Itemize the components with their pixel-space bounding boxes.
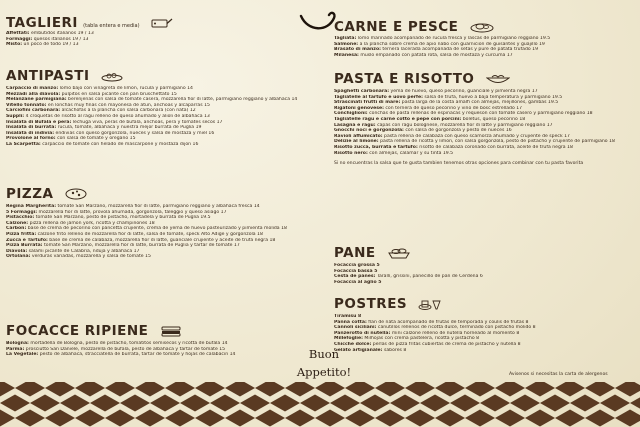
sandwich-icon (160, 325, 182, 337)
menu-item-desc: conchas de pasta rellenas de espinacas y requeson con tomate casero y parmigiano reggiano 18 (367, 111, 593, 117)
checker-diamond (180, 395, 210, 412)
menu-item-name: Cesta de panes: (334, 274, 376, 280)
menu-item-name: Tiramisu 8 (334, 314, 362, 319)
menu-item-name: Carciofini carbonara: (6, 108, 61, 114)
section-pasta (334, 71, 634, 167)
checker-diamond (360, 395, 390, 412)
menu-item-name: Misto: (6, 42, 23, 48)
menu-item-desc: endivias con queso gorgonzola, nueces y salsa de mostaza y miel 16 (54, 130, 215, 136)
menu-item (334, 53, 634, 59)
menu-item-name: Calzone: (6, 220, 29, 226)
checker-diamond (465, 382, 495, 397)
checker-diamond (510, 395, 540, 412)
section-taglieri (6, 15, 298, 48)
checker-diamond (105, 382, 135, 397)
menu-item-name: Tagliatelle ragu e carne cotto e pepe con porcini: (334, 116, 462, 122)
menu-item (334, 280, 634, 286)
menu-item-desc: rucula, tomate, albahaca y nuestra mejor burrata de Puglia 19 (56, 125, 202, 131)
checker-diamond (345, 382, 375, 397)
menu-item-desc: base de crema de pecorino con pancetta crujiente, crema de yema de huevo pasteurizado y pimienta molida 18 (26, 226, 287, 232)
dessert-icon (418, 297, 442, 311)
menu-item-desc: carpaccio de tomate con helado de mascarpone y mostaza dijon 16 (40, 141, 199, 147)
menu-item-desc: canutillos rellenos de ricotta dulce, terminado con pistacho molido 8 (376, 325, 536, 331)
section-title-carne: CARNE E PESCE (334, 19, 634, 35)
checker-diamond (435, 410, 465, 427)
menu-item-desc: flan de nata acompanado de frutas de temporada y coulis de frutas 8 (366, 319, 529, 325)
menu-item-desc: tomate San Marzano, pesto de pistacho, mortadela y burrata de Puglia 19.5 (34, 215, 211, 221)
menu-item-name: Delizie al limone: (334, 139, 379, 145)
taglieri-list (6, 31, 298, 48)
section-title-pasta: PASTA E RISOTTO (334, 71, 634, 87)
menu-item-name: Carbon: (6, 226, 27, 232)
checker-diamond (525, 410, 555, 427)
menu-item-name: Suppli: (6, 113, 25, 119)
menu-item-name: Parma: (6, 346, 25, 352)
pane-list (334, 263, 634, 285)
checker-diamond (450, 395, 480, 412)
section-title-pizza: PIZZA (6, 186, 298, 202)
menu-item-desc: capas con ragu bolognese, mozzarella fior di latte y parmigiano reggiano 17 (375, 122, 553, 128)
menu-item-desc: con salsa de tomate y oregano 15 (55, 136, 136, 142)
menu-item-name: Focaccia grossa 5 (334, 263, 380, 268)
menu-item-name: Ravioli affumicato: (334, 133, 383, 139)
checker-diamond (120, 395, 150, 412)
checker-diamond (150, 395, 180, 412)
checker-diamond (285, 410, 315, 427)
menu-item-desc: prosciutto San Daniele, mozzarella de bufala, pesto de albahaca y tartar de tomate 15 (24, 346, 226, 352)
menu-item (6, 352, 298, 358)
menu-item-name: Lasagna e ragu: (334, 122, 376, 128)
checker-diamond (600, 395, 630, 412)
menu-item (334, 151, 634, 157)
menu-item-desc: perlas de pizza fritas cubiertas de crema de pistacho y nutella 8 (371, 341, 521, 347)
menu-item-desc: mortadella de Bologna, pesto de pistacho, tomatitos semisecos y ricotta de bufala 14 (28, 341, 228, 346)
menu-item-desc: con ternera de queso pecorino y vino de bosc estrellado 17 (383, 105, 523, 111)
cutting-board-icon (151, 17, 173, 29)
checker-diamond (630, 395, 640, 412)
checker-diamond (585, 382, 615, 397)
checker-diamond (420, 395, 450, 412)
menu-item-desc: salsa de trufa, huevo a baja temperatura y parmigiano 19.5 (422, 94, 563, 100)
section-postres (334, 296, 634, 353)
menu-item-name: Risotto zucca, burrata e tartufo: (334, 144, 418, 150)
section-title-taglieri: TAGLIERI (tabla entera e media) (6, 15, 298, 31)
checker-diamond (15, 410, 45, 427)
checker-diamond (615, 382, 640, 397)
postres-list (334, 314, 634, 353)
menu-item-name: Tagliatelle al tartufo e uovo perfe: (334, 94, 423, 100)
checker-diamond (45, 410, 75, 427)
menu-item-desc: mozzarella fior di latte, provola ahumada, gorgonzola, taleggio y queso asiago 17 (37, 209, 227, 215)
menu-item-desc: Tarallì, grissini, panecillo de pan de Cerdena 6 (375, 274, 483, 280)
menu-item-desc: pesto de albahaca, stracciatella de burrata, tartar de tomate y hojas de calabacin 14 (38, 352, 236, 358)
menu-item-desc: muslo empanado con patata rota, salsa de mostaza y curcuma 17 (358, 52, 513, 58)
checker-diamond (225, 382, 255, 397)
menu-item-name: Insalata di indivia: (6, 130, 55, 136)
menu-item-name: Brasato di manzo: (334, 47, 381, 53)
menu-item-desc: lechuga viva, peras de bufala, anchoas, pera y tomates secos 17 (71, 119, 223, 125)
menu-item (6, 142, 298, 148)
menu-item-desc: sabores 8 (382, 347, 407, 353)
menu-item-desc: mini calzone relleno de nutella horneado al momento 8 (390, 330, 520, 336)
checker-diamond (345, 410, 375, 427)
bread-basket-icon (387, 247, 411, 259)
checker-diamond (105, 410, 135, 427)
menu-item-name: Formaggi: (6, 36, 33, 42)
checker-diamond (240, 395, 270, 412)
menu-item-name: La Scarpetta: (6, 141, 41, 147)
steak-plate-icon (470, 21, 494, 33)
menu-item-name: Pizza Burrata: (6, 243, 43, 249)
menu-item-desc: con almejas, calamar y su tinta 19.5 (367, 150, 454, 156)
menu-item-desc: verduras variadas, mozzarella y salsa de tomate 15 (30, 254, 151, 260)
checker-diamond (30, 395, 60, 412)
checker-diamond (0, 395, 30, 412)
checker-diamond (135, 382, 165, 397)
checker-diamond (300, 395, 330, 412)
menu-item-name: Diavola: (6, 248, 28, 254)
menu-item-name: Cannoli siciliani: (334, 325, 377, 331)
menu-item-name: La Vegetale: (6, 352, 39, 358)
menu-item-name: Bologna: (6, 341, 29, 346)
menu-item-desc: a la plancha sobre crema de apio nabo con guarnicion de guisantes y guajillo 19 (358, 41, 545, 47)
checker-diamond (375, 382, 405, 397)
pizza-list (6, 204, 298, 260)
section-title-pane: PANE (334, 245, 634, 261)
menu-item-name: Salmone: (334, 41, 359, 47)
menu-item-desc: 4 croquetas de risotto al ragu relleno de queso ahumado y alioli de albahaca 13 (24, 113, 210, 119)
checker-diamond (255, 410, 285, 427)
section-pane (334, 245, 634, 285)
checker-diamond (135, 410, 165, 427)
checker-diamond (75, 382, 105, 397)
menu-item-desc: alcachofas a la plancha con salsa carbonara (con nata) 12 (60, 108, 196, 114)
menu-item-desc: Milhojas con crema pastelera, ricotta y pistacho 8 (362, 336, 480, 342)
menu-item-name: Melanzane parmigiana: (6, 97, 67, 103)
checker-diamond (435, 382, 465, 397)
menu-item-name: Pistacchio: (6, 215, 35, 221)
menu-item-desc: pasta larga de la costa amalfi con almejas, mejillones, gambas 19.5 (400, 100, 559, 106)
menu-item-desc: pulpitos en salsa picante con pan bruschettato 15 (60, 91, 177, 97)
checker-diamond (615, 410, 640, 427)
menu-item-name: Chicche dolce: (334, 341, 372, 347)
checker-diamond (315, 410, 345, 427)
menu-item-desc: yema de huevo, queso pecorino, guanciale y pimienta negra 17 (389, 89, 538, 94)
checkered-border (0, 382, 640, 427)
checker-diamond (15, 382, 45, 397)
menu-item-name: Milanesa: (334, 52, 359, 58)
checker-diamond (0, 410, 15, 427)
menu-item-name: Panna cotta: (334, 319, 367, 325)
checker-diamond (555, 382, 585, 397)
checker-diamond (60, 395, 90, 412)
checker-diamond (465, 410, 495, 427)
checker-diamond (555, 410, 585, 427)
pizza-icon (65, 188, 87, 200)
menu-item-name: Affettati: (6, 31, 30, 36)
menu-item-desc: berenjenas con salsa de tomate casera, mozzarella fior di latte, parmigiano reggiano y albahaca 14 (66, 97, 298, 103)
section-pizza (6, 186, 298, 260)
checker-diamond (585, 410, 615, 427)
menu-item-desc: pizza rellena de jamon york, ricotta y champinones 18 (28, 220, 155, 226)
checker-diamond (480, 395, 510, 412)
menu-item-name: Rigatoni genovese: (334, 105, 384, 111)
carne-list (334, 36, 634, 58)
checker-diamond (165, 410, 195, 427)
menu-item-name: Gelato artigianale: (334, 347, 383, 353)
checker-diamond (570, 395, 600, 412)
plate-food-icon (101, 70, 123, 82)
menu-item-name: Mezzadi alla diavola: (6, 91, 61, 97)
checker-diamond (495, 382, 525, 397)
buon-appetito-text: Buon Appetito! (296, 347, 352, 379)
checker-diamond (405, 410, 435, 427)
menu-item-name: Carpaccio di manzo: (6, 86, 59, 91)
menu-item-desc: lomo bajo con vinagreta de limon, rucula y parmigiano 14 (58, 86, 193, 91)
section-title-antipasti: ANTIPASTI (6, 68, 298, 84)
checker-diamond (225, 410, 255, 427)
menu-item-desc: salami picante de Calabria, nduja y albahaca 17 (27, 248, 140, 254)
checker-diamond (495, 410, 525, 427)
menu-item-name: Risotto nero: (334, 150, 368, 156)
checker-diamond (0, 382, 15, 397)
pasta-list (334, 89, 634, 156)
checker-diamond (255, 382, 285, 397)
menu-item-desc: embutidos italianos 19 / 13 (29, 31, 94, 36)
menu-item-name: Focaccia al aglio 5 (334, 279, 382, 285)
menu-item-name: Strascinati frutti di mare: (334, 100, 401, 106)
menu-item-desc: pasta rellena de ricotta y limon, con salsa gorgonzola, pesto de pistacho y crujiente de parmigiano 18 (378, 139, 615, 145)
menu-item-desc: un poco de todo 19 / 13 (22, 42, 79, 48)
checker-diamond (270, 395, 300, 412)
menu-item-name: Gnocchi noci e gorgonzola: (334, 128, 404, 134)
menu-item-name: Tagliata: (334, 36, 357, 41)
checker-diamond (90, 395, 120, 412)
section-title-postres: POSTRES (334, 296, 634, 312)
menu-item-desc: lomo marinado acompanado de rucula fresca y lascas de parmigiano reggiano 19.5 (356, 36, 551, 41)
checker-diamond (405, 382, 435, 397)
menu-item-name: Insalata di burrata: (6, 125, 57, 131)
section-carne (334, 19, 634, 58)
menu-item-desc: calzone frito relleno de mozzarella fior di latte, salsa de tomate, speck Alto Adige y gorgonzola 18 (36, 231, 263, 237)
menu-item-name: Millefoglie: (334, 336, 363, 342)
menu-item-desc: base de crema de calabaza, mozzarella fior di latte, guanciale crujiente y aceite de trufa negra 18 (47, 237, 276, 243)
menu-item-desc: risotto de calabaza coronado con burrata, aceite de trufa negra 18 (417, 144, 573, 150)
pasta-note: Si no encuentras la salsa que te gusta tambien tenemos otras opciones para combinar con tu pasta favorita (334, 161, 584, 167)
menu-item-desc: ternera lacerada acompanada de setas y pure de patata trufado 19 (380, 47, 539, 53)
checker-diamond (330, 395, 360, 412)
menu-item-desc: boletus, queso pecorino 18 (461, 116, 526, 122)
antipasti-list (6, 86, 298, 148)
checker-diamond (75, 410, 105, 427)
pasta-bowl-icon (486, 73, 510, 85)
menu-item-desc: pasta rellena de calabaza con queso scamorza ahumado y crujiente de speck 17 (382, 133, 570, 139)
menu-item (334, 348, 634, 354)
checker-diamond (195, 382, 225, 397)
menu-item-name: Panzerotto di nutella: (334, 330, 391, 336)
menu-item-name: Spaghetti carbonara: (334, 89, 390, 94)
focacce-list (6, 341, 298, 358)
menu-item-desc: tomate San Marzano, mozzarella fior di latte, parmigiano reggiano y albahaca fresca 14 (56, 204, 260, 209)
menu-item-name: Vitello tonnato: (6, 102, 47, 108)
menu-item-name: Insalata di Bufala e pera: (6, 119, 72, 125)
checker-diamond (165, 382, 195, 397)
menu-item (6, 254, 298, 260)
checker-diamond (525, 382, 555, 397)
checker-diamond (210, 395, 240, 412)
section-focacce (6, 323, 298, 358)
menu-item-desc: en lonchas muy finas con mayonesa de atun, anchoas y alcaparras 15 (46, 102, 210, 108)
menu-item-name: Provolone al forno: (6, 136, 56, 142)
section-antipasti (6, 68, 298, 148)
menu-item-name: Ortolana: (6, 254, 31, 260)
section-title-focacce: FOCACCE RIPIENE (6, 323, 298, 339)
allergens-note: Avisenos si necesitas la carta de alergenos (509, 372, 608, 377)
menu-item-desc: tomate San Marzano, mozzarella fior di latte, burrata de Puglia y tartar de tomate 17 (42, 243, 240, 249)
menu-item-name: Focaccia bassa 5 (334, 268, 378, 274)
checker-diamond (285, 382, 315, 397)
checker-diamond (540, 395, 570, 412)
menu-item-desc: quesos italianos 19 / 13 (32, 36, 89, 42)
checker-diamond (390, 395, 420, 412)
menu-item-desc: con salsa de gorgonzola y pesto de nueces 16 (403, 128, 512, 134)
menu-item-name: Regina Margherita: (6, 204, 57, 209)
checker-diamond (45, 382, 75, 397)
menu-item-name: Zucca e Tartufo: (6, 237, 48, 243)
menu-item-name: 5 Formaggi: (6, 209, 38, 215)
menu-item-name: Pizza fritta: (6, 231, 37, 237)
checker-diamond (315, 382, 345, 397)
checker-diamond (195, 410, 225, 427)
menu-item (6, 42, 298, 48)
checker-diamond (375, 410, 405, 427)
menu-item-name: Conchiglioni: (334, 111, 368, 117)
